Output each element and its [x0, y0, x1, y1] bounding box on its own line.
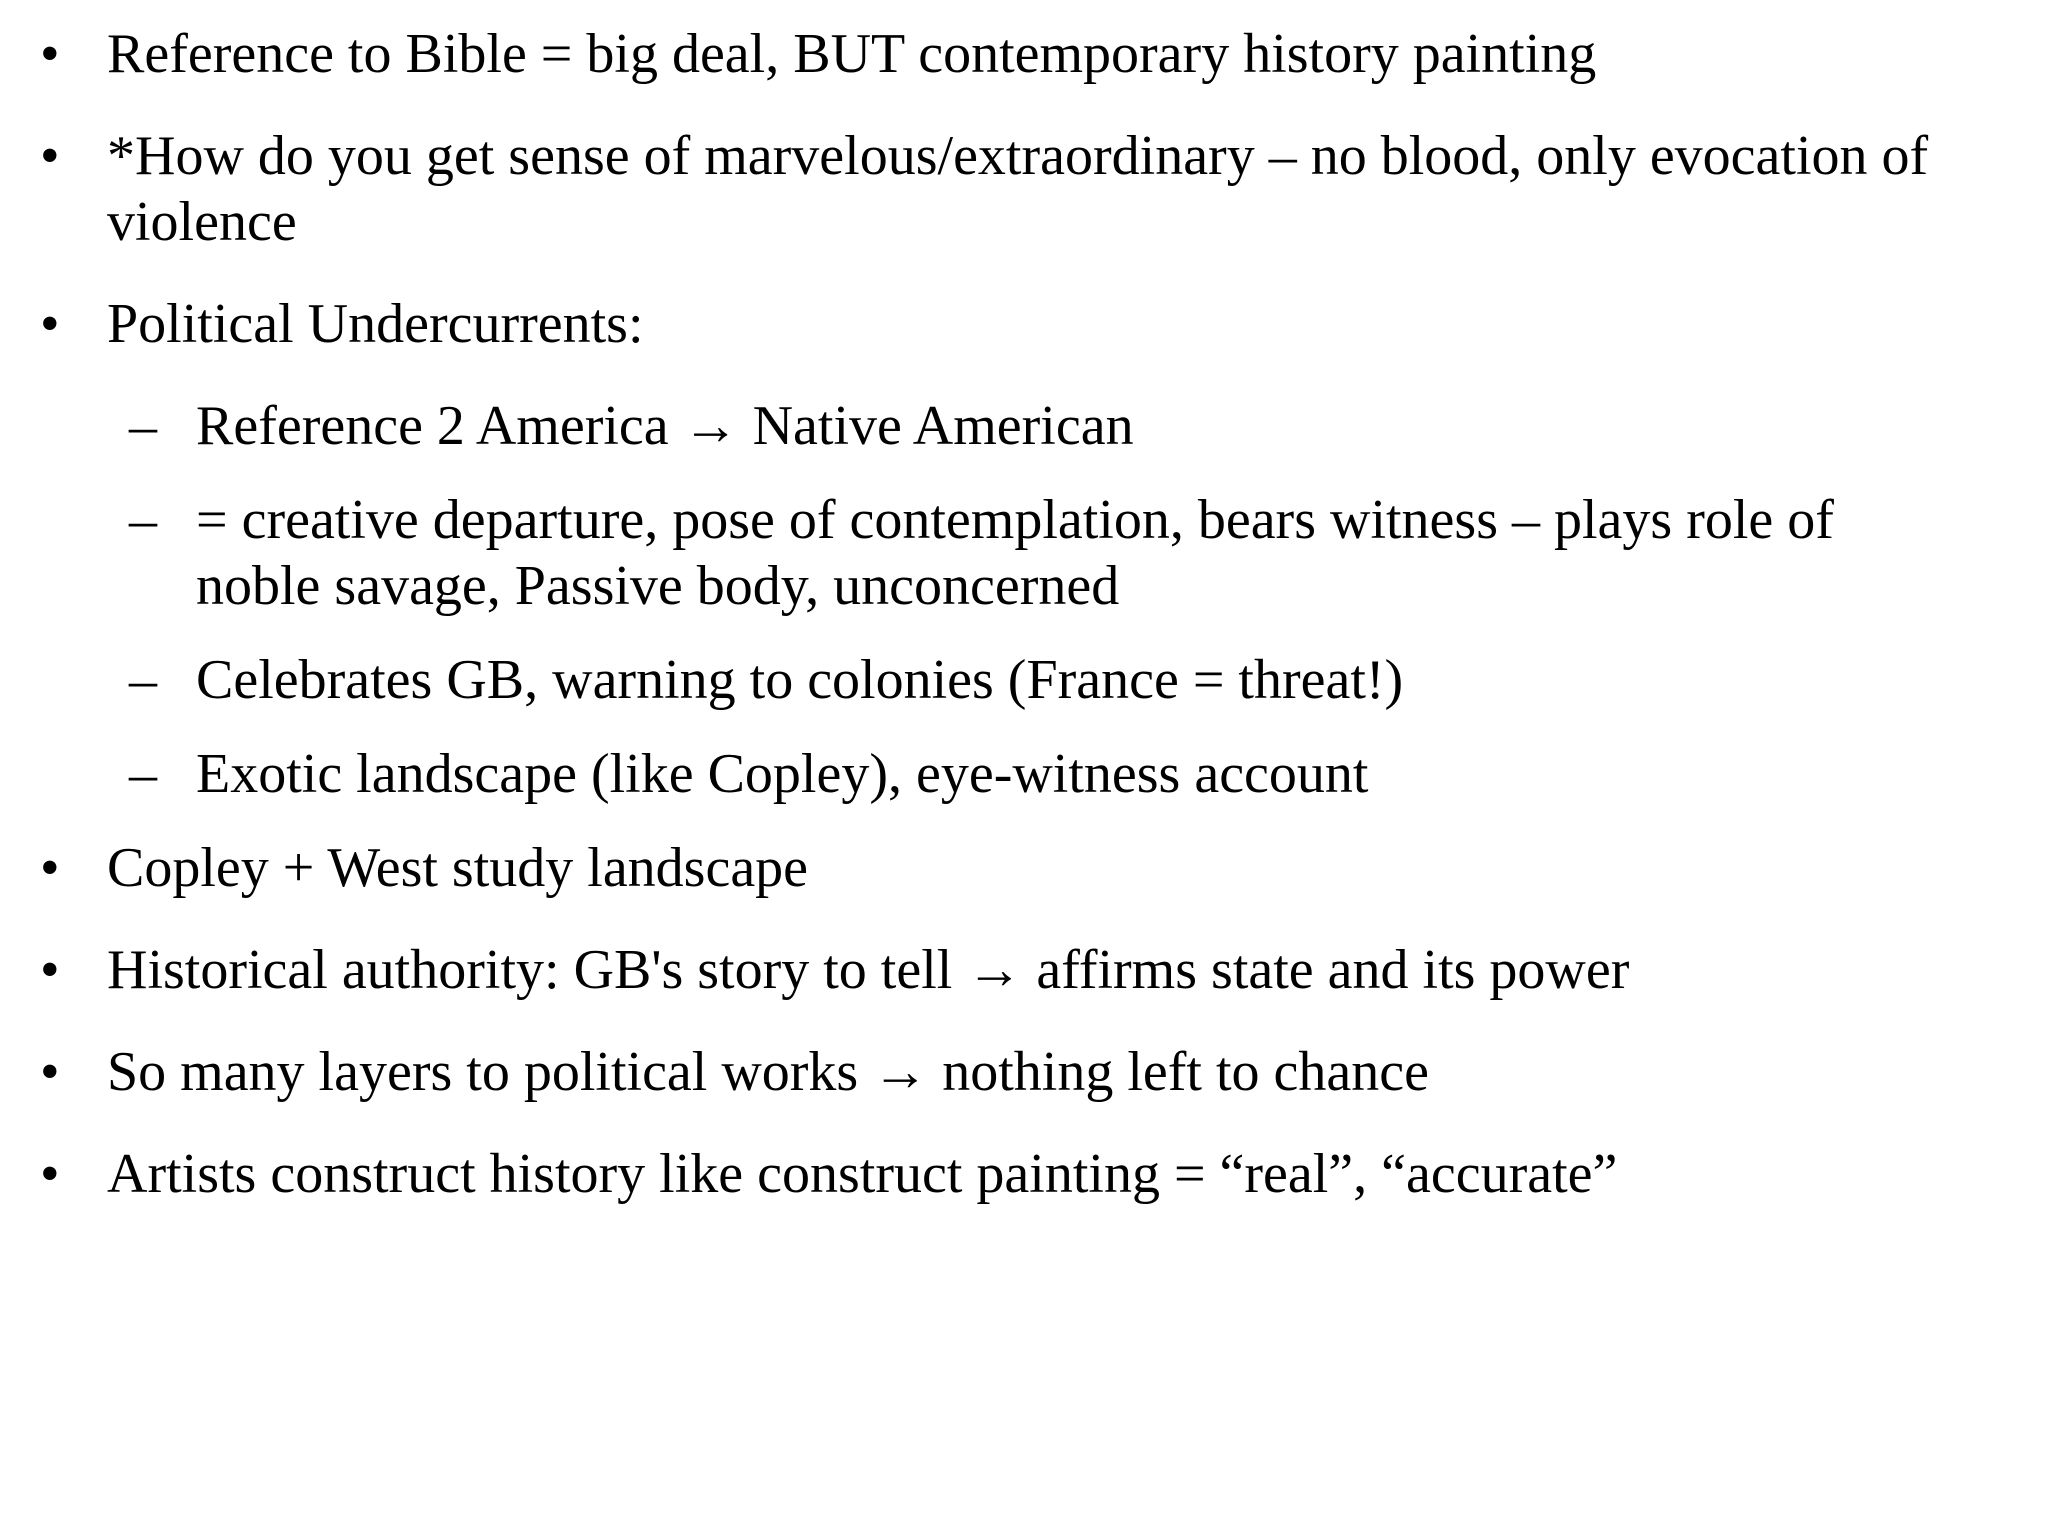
bullet-marker: •	[40, 939, 60, 1001]
dash-marker: –	[129, 489, 157, 551]
bullet-marker: •	[40, 125, 60, 187]
sub-bullet-text: Exotic landscape (like Copley), eye-witness account	[196, 743, 1369, 805]
bullet-text-continuation: violence	[107, 191, 297, 253]
bullet-marker: •	[40, 293, 60, 355]
bullet-text: Reference to Bible = big deal, BUT contemporary history painting	[107, 23, 1597, 85]
dash-marker: –	[129, 649, 157, 711]
bullet-text: *How do you get sense of marvelous/extraordinary – no blood, only evocation of	[107, 125, 1929, 187]
bullet-text: Historical authority: GB's story to tell → affirms state and its power	[107, 939, 1630, 1001]
bullet-marker: •	[40, 837, 60, 899]
sub-bullet-text: Reference 2 America → Native American	[196, 395, 1134, 457]
sub-bullet-text: = creative departure, pose of contemplation, bears witness – plays role of	[196, 489, 1834, 551]
bullet-text: Political Undercurrents:	[107, 293, 644, 355]
bullet-marker: •	[40, 1143, 60, 1205]
bullet-text: Copley + West study landscape	[107, 837, 809, 899]
bullet-text: So many layers to political works → nothing left to chance	[107, 1041, 1429, 1103]
sub-bullet-text: Celebrates GB, warning to colonies (France = threat!)	[196, 649, 1404, 711]
bullet-marker: •	[40, 1041, 60, 1103]
sub-bullet-text-continuation: noble savage, Passive body, unconcerned	[196, 555, 1120, 617]
bullet-marker: •	[40, 23, 60, 85]
dash-marker: –	[129, 743, 157, 805]
dash-marker: –	[129, 395, 157, 457]
bullet-text: Artists construct history like construct painting = “real”, “accurate”	[107, 1143, 1618, 1205]
